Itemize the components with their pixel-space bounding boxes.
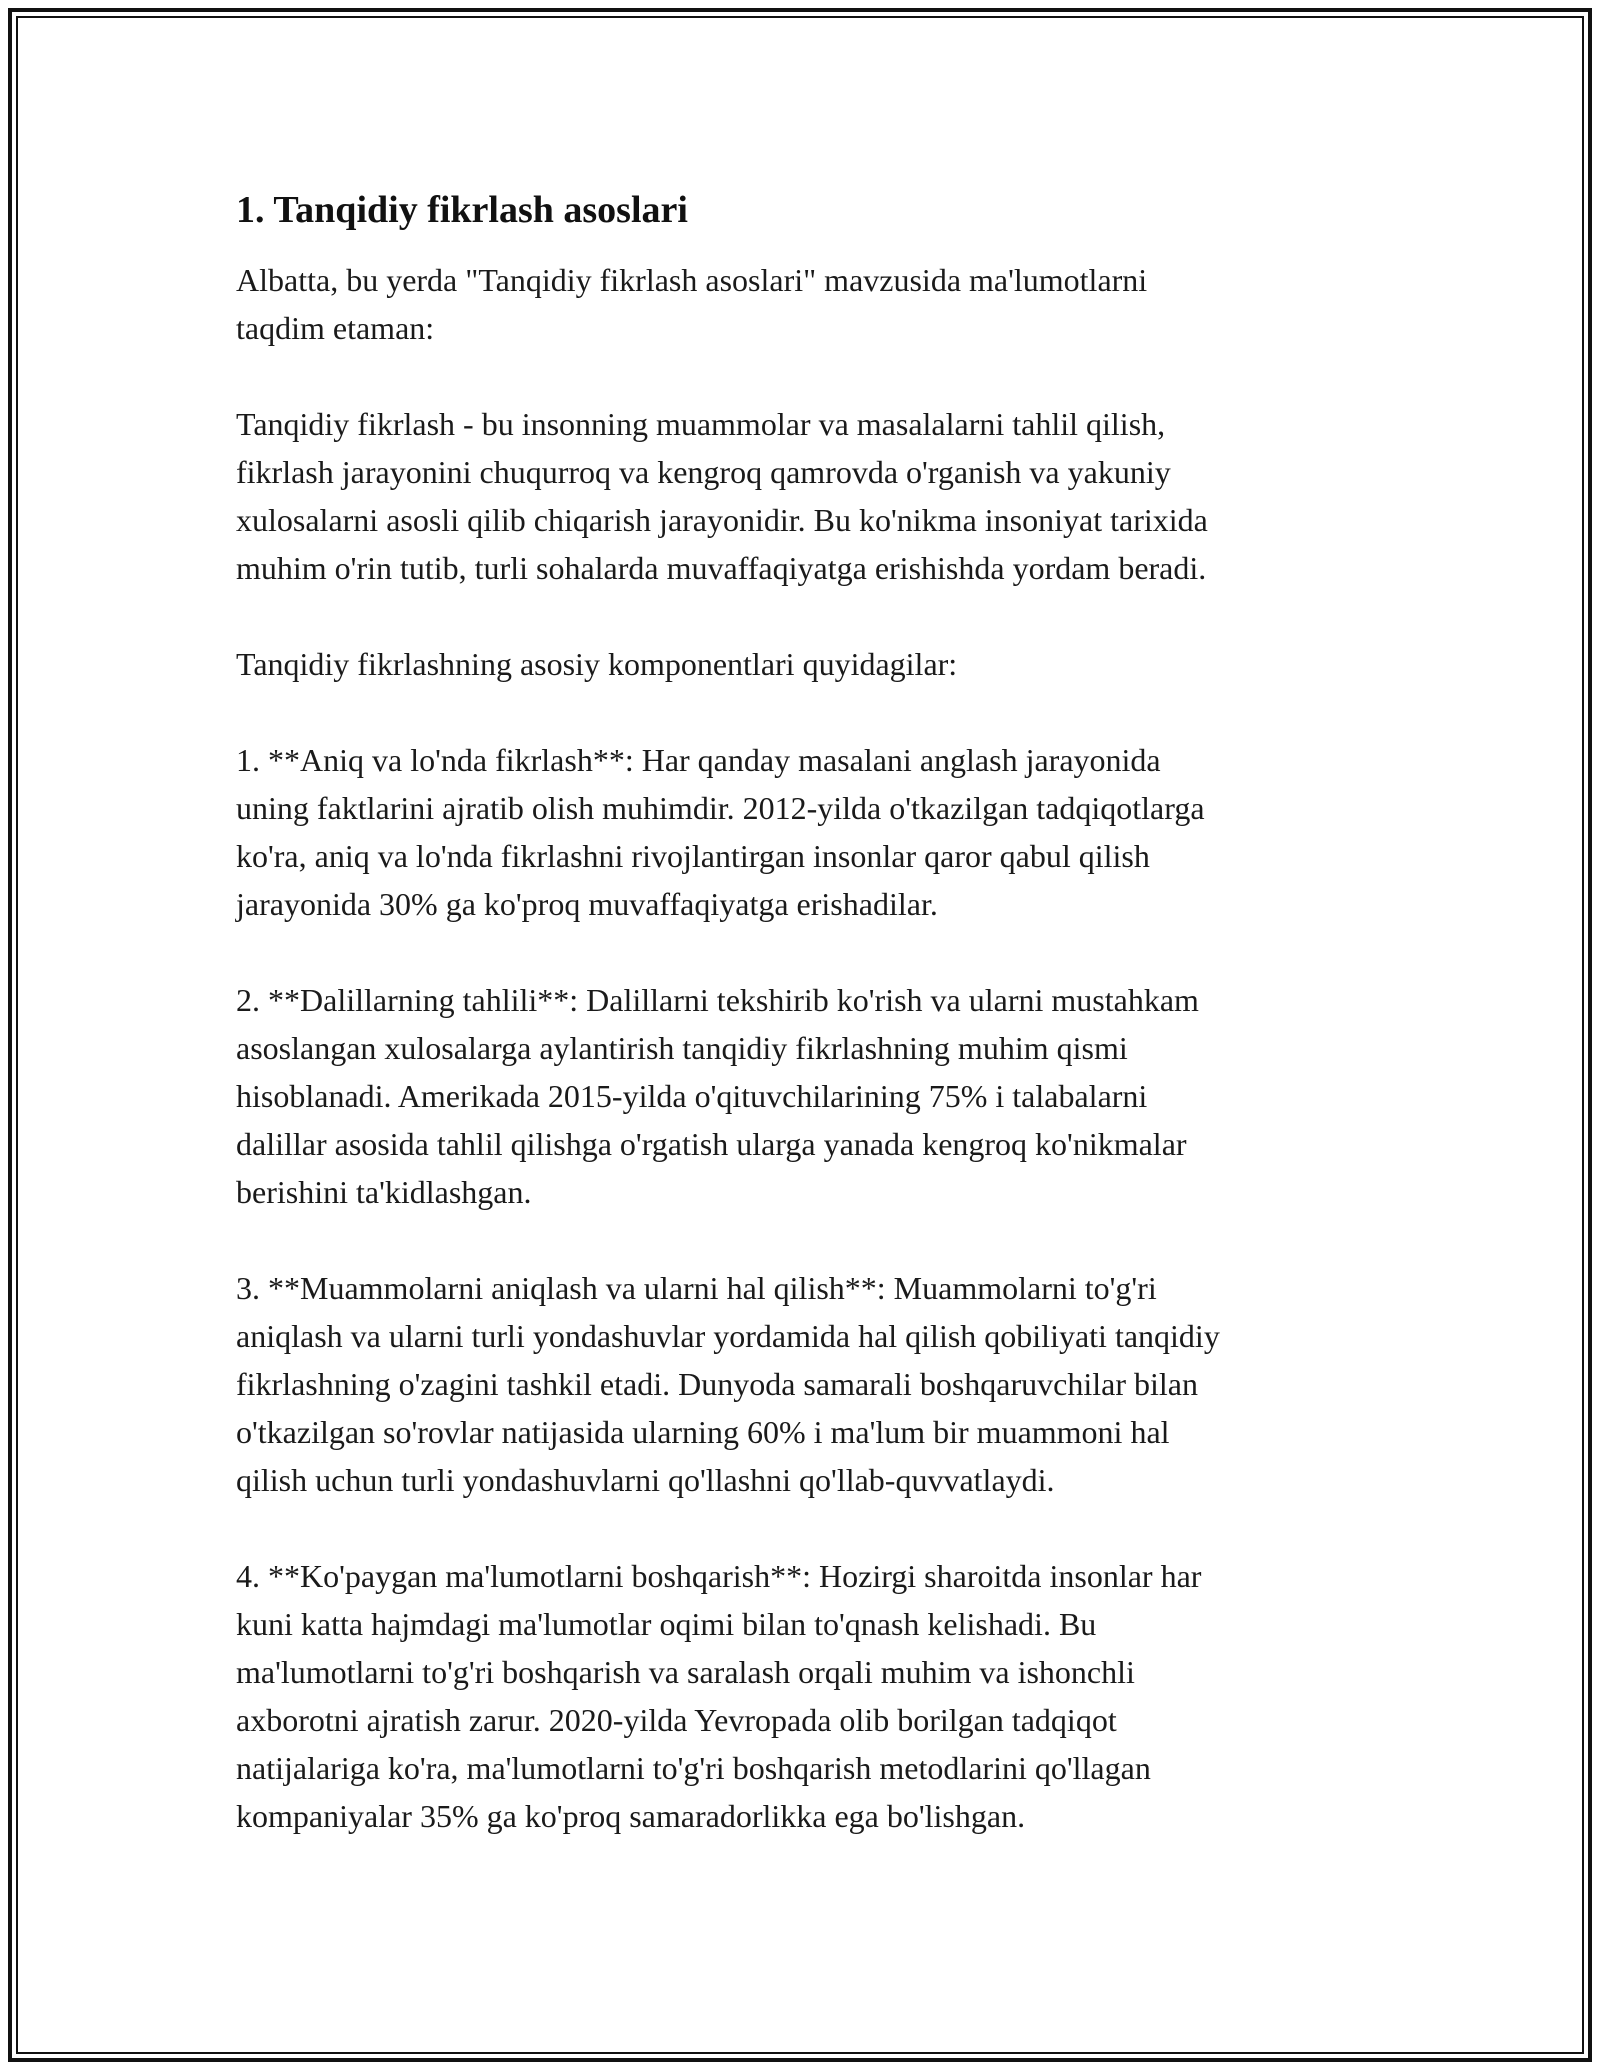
paragraph-line: fikrlash jarayonini chuqurroq va kengroq qamrovda o'rganish va yakuniy [236,454,1171,490]
paragraph-line: ko'ra, aniq va lo'nda fikrlashni rivojlantirgan insonlar qaror qabul qilish [236,838,1150,874]
paragraph-line: 1. **Aniq va lo'nda fikrlash**: Har qanday masalani anglash jarayonida [236,742,1161,778]
paragraph-line: 2. **Dalillarning tahlili**: Dalillarni tekshirib ko'rish va ularni mustahkam [236,982,1199,1018]
paragraph-line: asoslangan xulosalarga aylantirish tanqidiy fikrlashning muhim qismi [236,1030,1128,1066]
document-body [236,186,1376,1888]
paragraph-line: 3. **Muammolarni aniqlash va ularni hal qilish**: Muammolarni to'g'ri [236,1270,1157,1306]
paragraph [236,1552,1376,1840]
paragraph-line: jarayonida 30% ga ko'proq muvaffaqiyatga erishadilar. [236,886,938,922]
paragraph [236,640,1376,688]
paragraph-line: berishini ta'kidlashgan. [236,1174,532,1210]
paragraph-line: Tanqidiy fikrlash - bu insonning muammolar va masalalarni tahlil qilish, [236,406,1166,442]
paragraph-line: muhim o'rin tutib, turli sohalarda muvaffaqiyatga erishishda yordam beradi. [236,550,1207,586]
paragraph-line: xulosalarni asosli qilib chiqarish jarayonidir. Bu ko'nikma insoniyat tarixida [236,502,1208,538]
paragraph-line: kompaniyalar 35% ga ko'proq samaradorlikka ega bo'lishgan. [236,1798,1026,1834]
paragraph-line: Albatta, bu yerda "Tanqidiy fikrlash asoslari" mavzusida ma'lumotlarni [236,262,1148,298]
paragraph [236,976,1376,1216]
paragraph-line: natijalariga ko'ra, ma'lumotlarni to'g'ri boshqarish metodlarini qo'llagan [236,1750,1151,1786]
paragraph-line: o'tkazilgan so'rovlar natijasida ularning 60% i ma'lum bir muammoni hal [236,1414,1170,1450]
paragraph-line: fikrlashning o'zagini tashkil etadi. Dunyoda samarali boshqaruvchilar bilan [236,1366,1198,1402]
paragraph-line: ma'lumotlarni to'g'ri boshqarish va saralash orqali muhim va ishonchli [236,1654,1135,1690]
paragraph [236,1264,1376,1504]
paragraph-line: 4. **Ko'paygan ma'lumotlarni boshqarish**: Hozirgi sharoitda insonlar har [236,1558,1202,1594]
section-heading: 1. Tanqidiy fikrlash asoslari [236,189,688,231]
paragraph-line: Tanqidiy fikrlashning asosiy komponentlari quyidagilar: [236,646,958,682]
paragraph [236,736,1376,928]
paragraph-line: dalillar asosida tahlil qilishga o'rgatish ularga yanada kengroq ko'nikmalar [236,1126,1187,1162]
paragraph-line: axborotni ajratish zarur. 2020-yilda Yevropada olib borilgan tadqiqot [236,1702,1117,1738]
paragraph-line: hisoblanadi. Amerikada 2015-yilda o'qituvchilarining 75% i talabalarni [236,1078,1148,1114]
paragraph-list [236,256,1376,1840]
paragraph-line: uning faktlarini ajratib olish muhimdir. 2012-yilda o'tkazilgan tadqiqotlarga [236,790,1205,826]
paragraph [236,256,1376,352]
paragraph-line: kuni katta hajmdagi ma'lumotlar oqimi bilan to'qnash kelishadi. Bu [236,1606,1097,1642]
paragraph [236,400,1376,592]
paragraph-line: aniqlash va ularni turli yondashuvlar yordamida hal qilish qobiliyati tanqidiy [236,1318,1220,1354]
paragraph-line: qilish uchun turli yondashuvlarni qo'llashni qo'llab-quvvatlaydi. [236,1462,1055,1498]
paragraph-line: taqdim etaman: [236,310,435,346]
